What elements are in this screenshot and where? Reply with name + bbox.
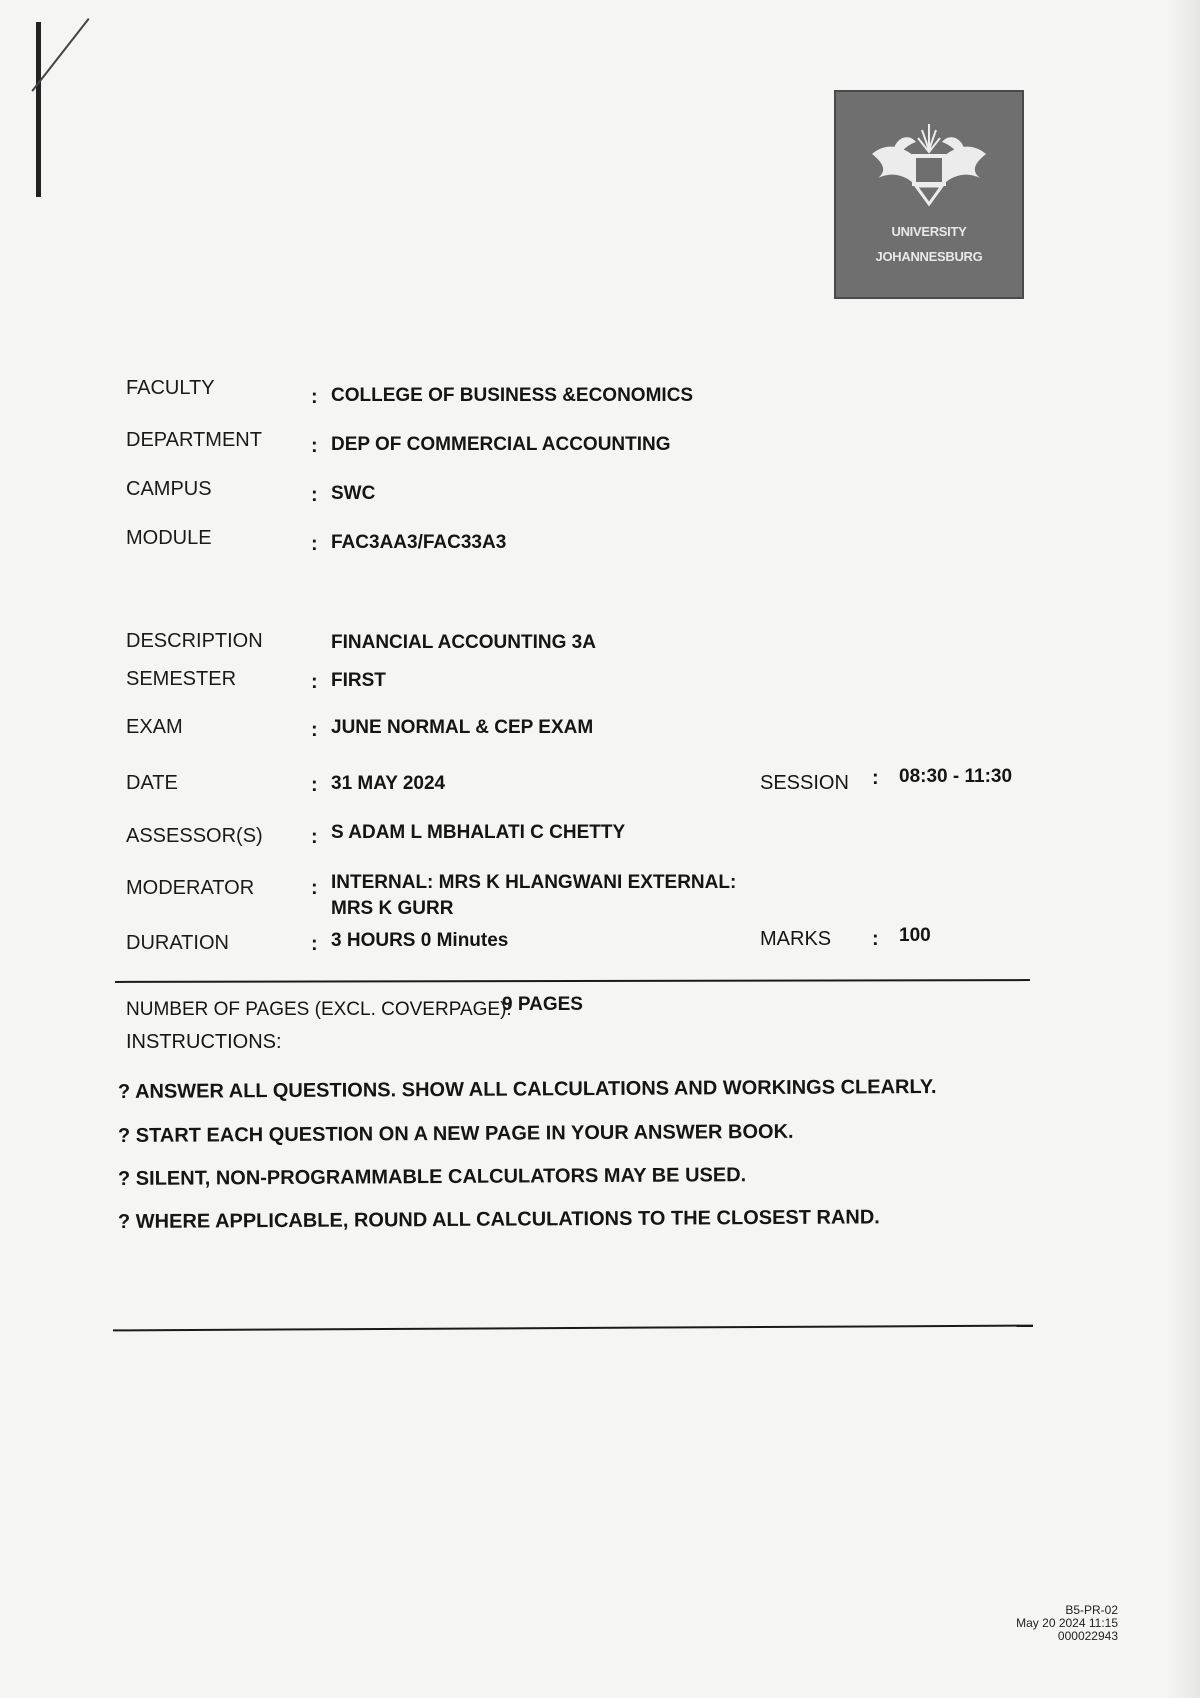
divider-bottom	[113, 1325, 1033, 1332]
scan-edge-mark	[36, 22, 41, 197]
field-value: INTERNAL: MRS K HLANGWANI EXTERNAL:	[331, 872, 737, 893]
instruction-item: ? SILENT, NON-PROGRAMMABLE CALCULATORS MAY BE USED.	[117, 1164, 747, 1190]
field-colon: :	[311, 386, 318, 408]
stamp-number: 000022943	[1057, 1629, 1118, 1643]
field-label: FACULTY	[126, 377, 215, 399]
field-colon: :	[311, 533, 318, 555]
session-colon: :	[872, 767, 879, 789]
print-stamp	[1016, 1604, 1118, 1643]
marks-value: 100	[899, 925, 931, 946]
scan-shadow	[1166, 0, 1200, 1698]
field-value: JUNE NORMAL & CEP EXAM	[331, 717, 594, 738]
field-value: SWC	[331, 483, 376, 504]
field-label: MODULE	[126, 527, 212, 549]
logo-text-university: UNIVERSITY	[891, 224, 967, 239]
instruction-item: ? ANSWER ALL QUESTIONS. SHOW ALL CALCULATIONS AND WORKINGS CLEARLY.	[117, 1076, 937, 1103]
field-colon: :	[311, 774, 318, 796]
field-label: DEPARTMENT	[126, 429, 262, 451]
field-value: FINANCIAL ACCOUNTING 3A	[331, 632, 596, 653]
divider-top	[115, 979, 1030, 983]
instruction-item: ? START EACH QUESTION ON A NEW PAGE IN YOUR ANSWER BOOK.	[117, 1120, 794, 1147]
field-colon: :	[311, 671, 318, 693]
university-logo	[834, 90, 1024, 299]
field-colon: :	[311, 484, 318, 506]
page-count-value: 9 PAGES	[502, 994, 583, 1015]
field-label: CAMPUS	[126, 478, 212, 500]
field-value: FAC3AA3/FAC33A3	[331, 532, 507, 553]
field-value: COLLEGE OF BUSINESS &ECONOMICS	[331, 385, 694, 406]
stamp-datetime: May 20 2024 11:15	[1016, 1616, 1118, 1630]
field-value-line2: MRS K GURR	[331, 898, 454, 919]
session-label: SESSION	[760, 772, 849, 794]
marks-colon: :	[872, 928, 879, 950]
university-crest-icon	[864, 112, 994, 217]
field-colon: :	[311, 435, 318, 457]
instruction-item: ? WHERE APPLICABLE, ROUND ALL CALCULATIONS TO THE CLOSEST RAND.	[117, 1206, 880, 1233]
field-value: 31 MAY 2024	[331, 773, 446, 794]
field-label: EXAM	[126, 716, 183, 738]
field-label: SEMESTER	[126, 668, 237, 690]
field-colon: :	[311, 826, 318, 848]
field-value: S ADAM L MBHALATI C CHETTY	[331, 822, 626, 843]
marks-label: MARKS	[760, 928, 832, 950]
field-colon: :	[311, 877, 318, 899]
session-value: 08:30 - 11:30	[899, 766, 1013, 787]
field-label: DESCRIPTION	[126, 630, 263, 652]
field-colon: :	[311, 933, 318, 955]
instructions-heading: INSTRUCTIONS:	[126, 1031, 282, 1053]
logo-text-johannesburg: JOHANNESBURG	[875, 249, 983, 264]
stamp-code: B5-PR-02	[1065, 1603, 1118, 1617]
field-value: 3 HOURS 0 Minutes	[331, 930, 509, 951]
field-label: DURATION	[126, 932, 229, 954]
field-label: DATE	[126, 772, 178, 794]
field-colon: :	[311, 719, 318, 741]
field-value: DEP OF COMMERCIAL ACCOUNTING	[331, 434, 671, 455]
field-label: ASSESSOR(S)	[126, 825, 263, 847]
field-label: MODERATOR	[126, 877, 255, 899]
field-value: FIRST	[331, 670, 386, 691]
page-count-label: NUMBER OF PAGES (EXCL. COVERPAGE):	[126, 999, 512, 1020]
